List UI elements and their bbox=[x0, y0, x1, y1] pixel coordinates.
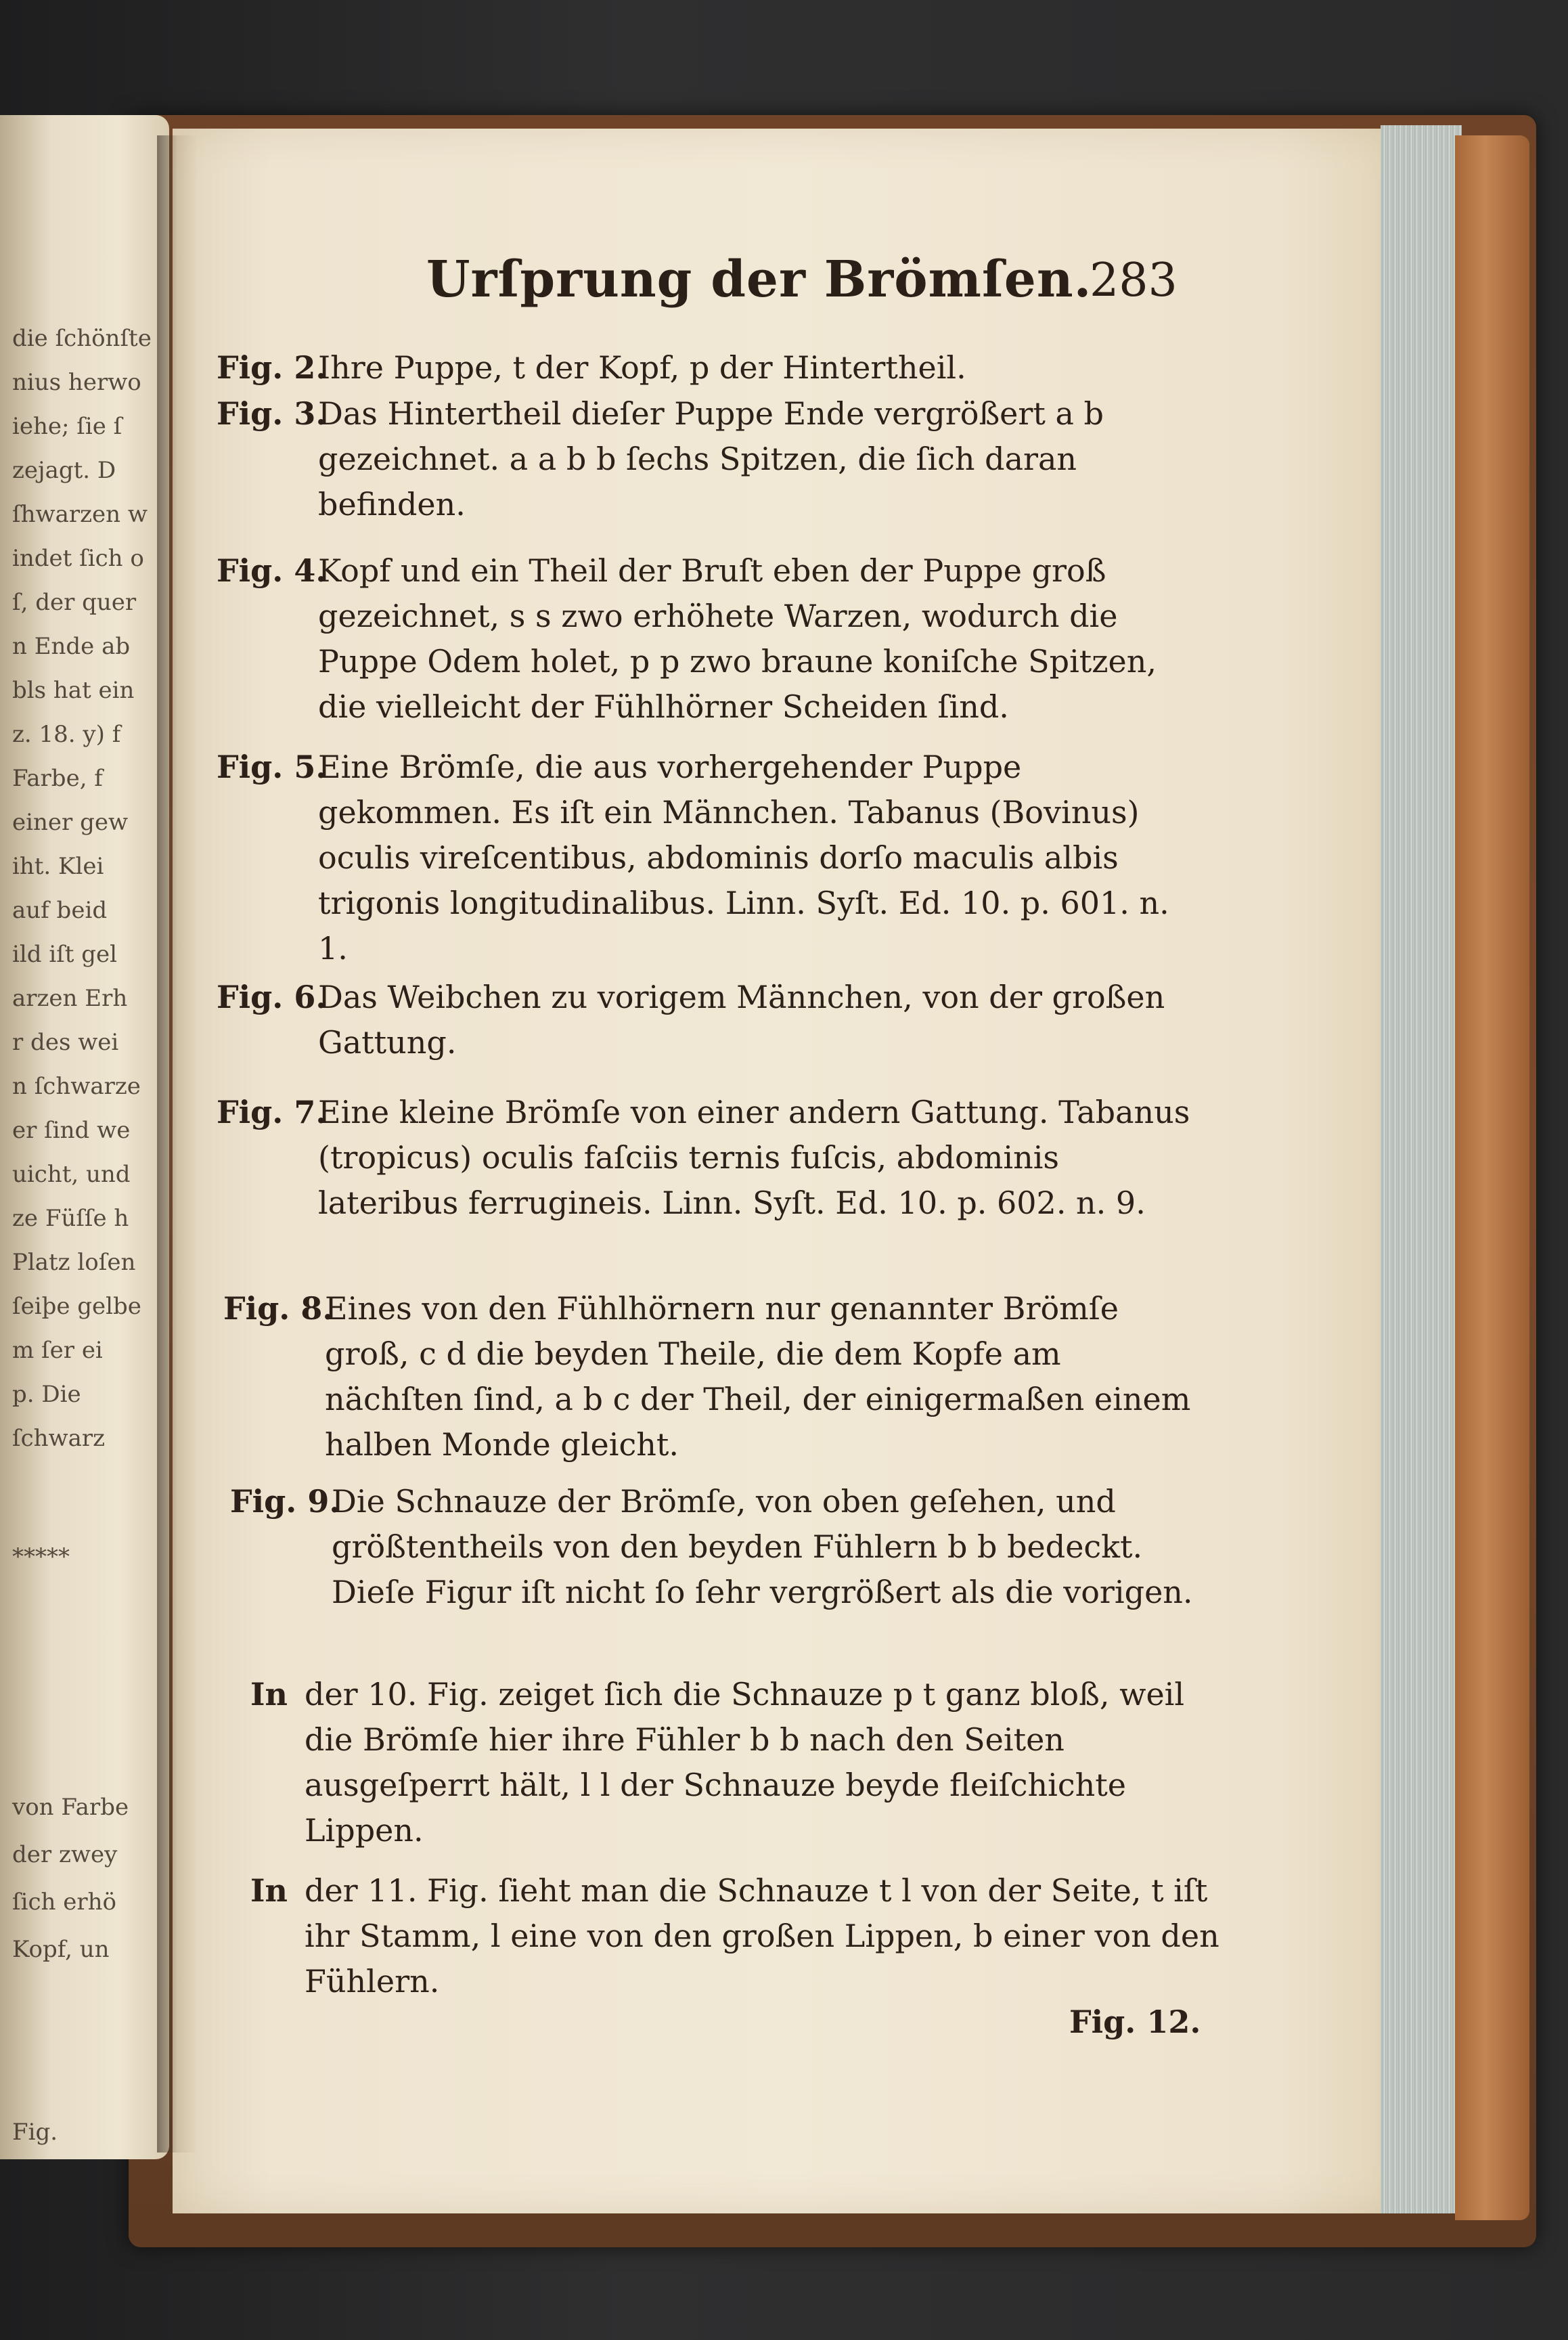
facing-fragment: ſ, der quer bbox=[12, 589, 137, 616]
facing-fragment: Kopf, un bbox=[12, 1936, 110, 1963]
figure-entry bbox=[217, 745, 1191, 971]
facing-fragment: auf beid bbox=[12, 897, 108, 924]
text-paragraph bbox=[250, 1672, 1225, 1853]
facing-page bbox=[0, 115, 169, 2159]
entry-text: Ihre Puppe, t der Kopf, p der Hintertheil. bbox=[318, 349, 966, 386]
paragraph-lead: In bbox=[250, 1872, 288, 1909]
facing-fragment: zejagt. D bbox=[12, 457, 116, 484]
paragraph-lead: In bbox=[250, 1676, 288, 1713]
facing-fragment: iehe; ſie ſ bbox=[12, 413, 122, 440]
cover-board-edge bbox=[1455, 135, 1529, 2220]
facing-fragment: uicht, und bbox=[12, 1161, 131, 1188]
facing-fragment: ſeiþe gelbe bbox=[12, 1293, 141, 1320]
figure-entry bbox=[230, 1479, 1205, 1615]
entry-label: Fig. 4. bbox=[217, 552, 327, 589]
figure-entry bbox=[217, 975, 1191, 1065]
facing-fragment: Farbe, f bbox=[12, 765, 103, 792]
text-paragraph bbox=[250, 1868, 1225, 2004]
facing-fragment: die ſchönſte bbox=[12, 325, 152, 352]
facing-fragment: ze Füſſe h bbox=[12, 1205, 129, 1232]
facing-fragment: von Farbe bbox=[12, 1794, 129, 1821]
facing-fragment: indet ſich o bbox=[12, 545, 144, 572]
facing-fragment: ſich erhö bbox=[12, 1889, 116, 1916]
facing-fragment: ild iſt gel bbox=[12, 941, 118, 968]
entry-text: Die Schnauze der Brömſe, von oben geſehen, und größtentheils von den beyden Fühlern b b bedeckt. Dieſe Figur iſt nicht ſo ſehr vergrößert als die vorigen. bbox=[332, 1483, 1193, 1610]
facing-fragment: ſhwarzen w bbox=[12, 501, 148, 528]
entry-label: Fig. 8. bbox=[223, 1290, 334, 1327]
facing-fragment: er ſind we bbox=[12, 1117, 131, 1144]
facing-fragment: Platz loſen bbox=[12, 1249, 136, 1276]
entry-label: Fig. 9. bbox=[230, 1483, 340, 1520]
entry-label: Fig. 6. bbox=[217, 979, 327, 1015]
facing-fragment: nius herwo bbox=[12, 369, 141, 396]
catchword: Fig. 12. bbox=[1069, 2004, 1201, 2040]
facing-fragment: ***** bbox=[12, 1543, 70, 1570]
entry-text: Eines von den Fühlhörnern nur genannter Brömſe groß, c d die beyden Theile, die dem Kopfe am nächſten ſind, a b c der Theil, der einigermaßen einem halben Monde gleicht. bbox=[325, 1290, 1191, 1463]
facing-fragment: r des wei bbox=[12, 1029, 119, 1056]
running-title: Urſprung der Brömſen. bbox=[426, 250, 1092, 309]
facing-fragment: p. Die bbox=[12, 1381, 81, 1408]
facing-fragment: ſchwarz bbox=[12, 1425, 106, 1452]
entry-text: Das Hintertheil dieſer Puppe Ende vergrößert a b gezeichnet. a a b b ſechs Spitzen, die ſich daran befinden. bbox=[318, 395, 1104, 523]
facing-fragment: n Ende ab bbox=[12, 633, 131, 660]
entry-text: Eine kleine Brömſe von einer andern Gattung. Tabanus (tropicus) oculis faſciis ternis fuſcis, abdominis lateribus ferrugineis. Linn. Syſt. Ed. 10. p. 602. n. 9. bbox=[318, 1094, 1190, 1221]
facing-fragment: arzen Erh bbox=[12, 985, 128, 1012]
page-fore-edge bbox=[1381, 125, 1462, 2213]
figure-entry bbox=[217, 1090, 1191, 1226]
entry-label: Fig. 7. bbox=[217, 1094, 327, 1130]
facing-fragment: z. 18. y) f bbox=[12, 721, 121, 748]
gutter-shadow bbox=[157, 135, 198, 2153]
facing-fragment: n ſchwarze bbox=[12, 1073, 141, 1100]
page-number: 283 bbox=[1090, 254, 1178, 307]
figure-entry bbox=[217, 345, 1191, 391]
facing-fragment: bls hat ein bbox=[12, 677, 135, 704]
paragraph-text: der 10. Fig. zeiget ſich die Schnauze p t ganz bloß, weil die Brömſe hier ihre Fühler b b nach den Seiten ausgeſperrt hält, l l der Schnauze beyde fleiſchichte Lippen. bbox=[305, 1676, 1185, 1849]
facing-fragment: m ſer ei bbox=[12, 1337, 103, 1364]
facing-fragment: Fig. bbox=[12, 2119, 58, 2146]
entry-text: Kopf und ein Theil der Bruſt eben der Puppe groß gezeichnet, s s zwo erhöhete Warzen, wodurch die Puppe Odem holet, p p zwo braune koniſche Spitzen, die vielleicht der Fühlhörner Scheiden ſind. bbox=[318, 552, 1157, 725]
facing-fragment: der zwey bbox=[12, 1841, 118, 1868]
entry-label: Fig. 2. bbox=[217, 349, 327, 386]
figure-entry bbox=[223, 1286, 1198, 1467]
facing-fragment: iht. Klei bbox=[12, 853, 104, 880]
entry-text: Das Weibchen zu vorigem Männchen, von der großen Gattung. bbox=[318, 979, 1165, 1061]
figure-entry bbox=[217, 391, 1191, 527]
figure-entry bbox=[217, 548, 1191, 730]
paragraph-text: der 11. Fig. ſieht man die Schnauze t l von der Seite, t iſt ihr Stamm, l eine von den großen Lippen, b einer von den Fühlern. bbox=[305, 1872, 1219, 2000]
entry-label: Fig. 5. bbox=[217, 749, 327, 785]
facing-fragment: einer gew bbox=[12, 809, 129, 836]
entry-text: Eine Brömſe, die aus vorhergehender Puppe gekommen. Es iſt ein Männchen. Tabanus (Bovinus) oculis vireſcentibus, abdominis dorſo maculis albis trigonis longitudinalibus. Linn. Syſt. Ed. 10. p. 601. n. 1. bbox=[318, 749, 1169, 967]
entry-label: Fig. 3. bbox=[217, 395, 327, 432]
